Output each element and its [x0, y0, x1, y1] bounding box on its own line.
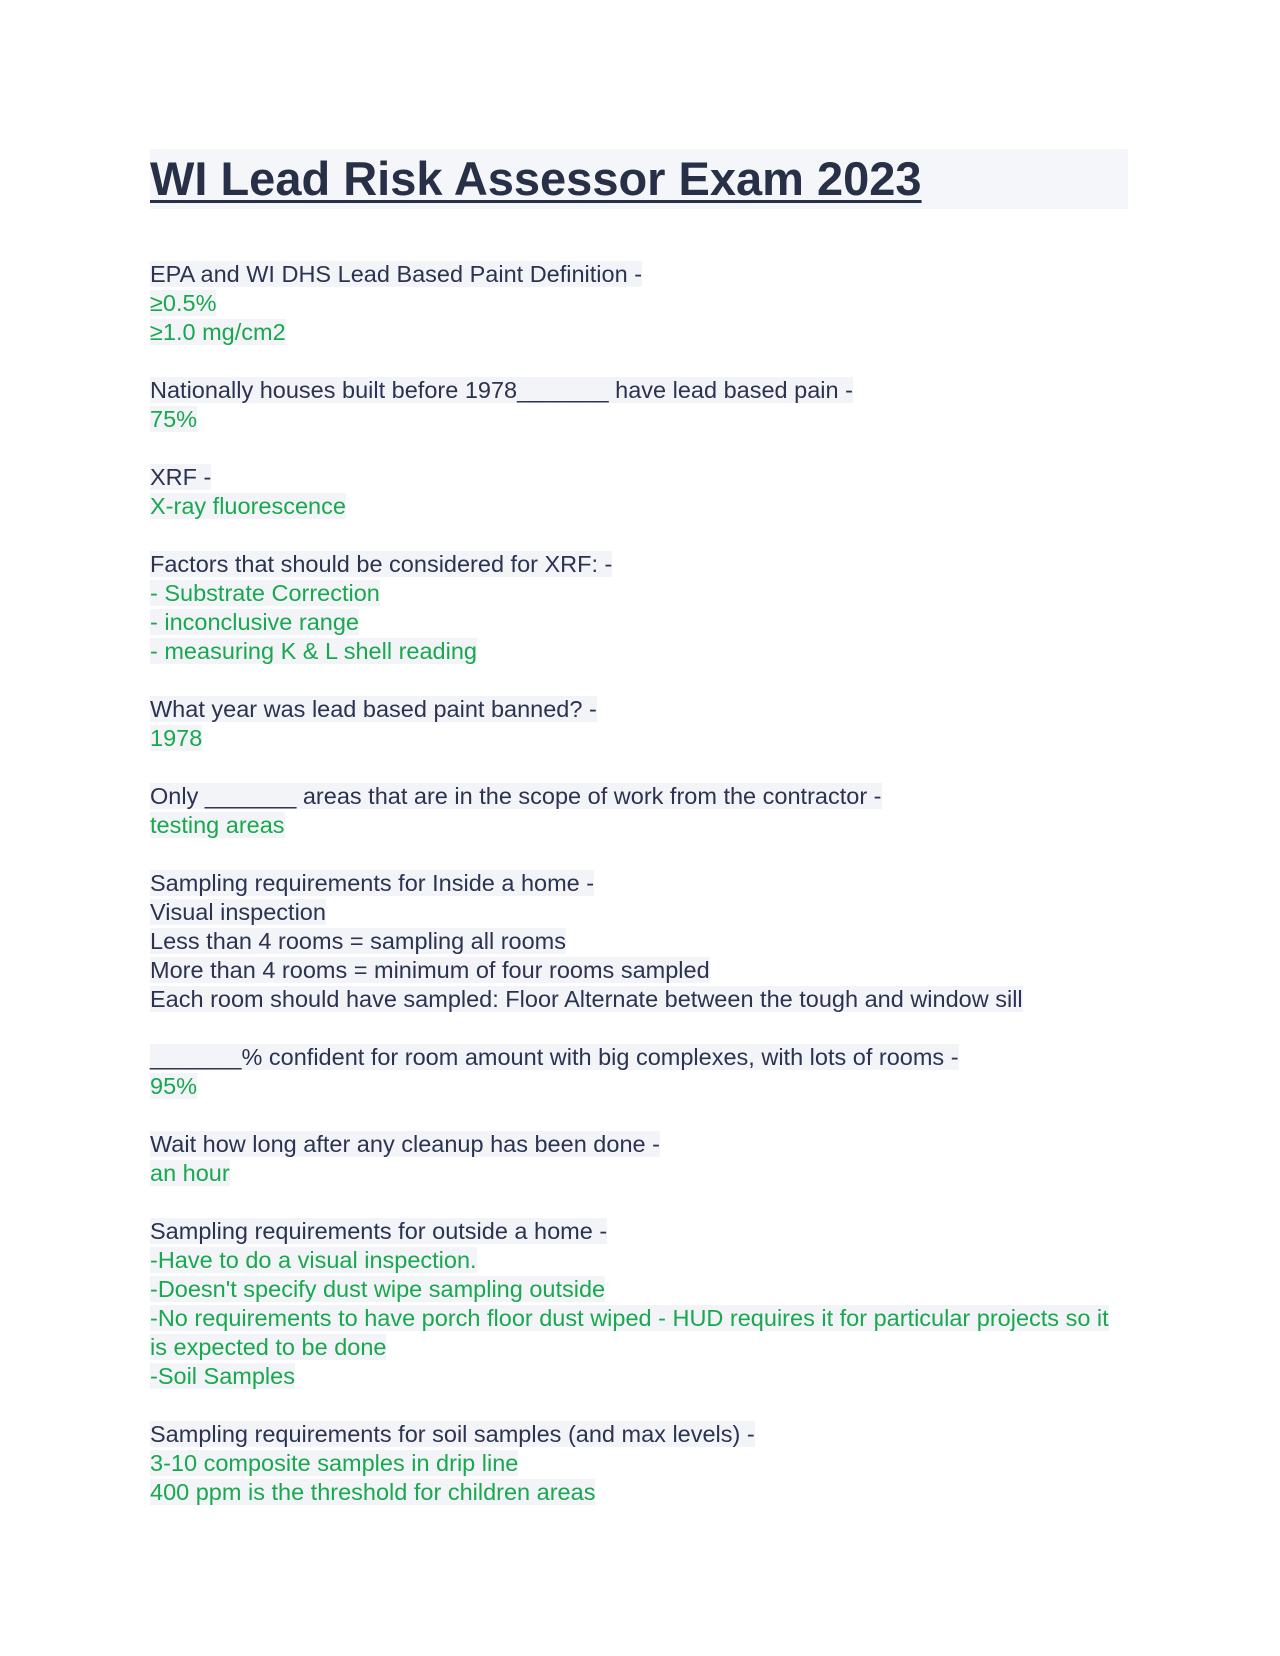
question-text: Wait how long after any cleanup has been done - [150, 1131, 660, 1157]
question-text: Sampling requirements for soil samples (and max levels) - [150, 1421, 755, 1447]
answer-line: -No requirements to have porch floor dust wiped - HUD requires it for particular projects so it is expected to be done [150, 1305, 1109, 1360]
question-text: Factors that should be considered for XRF: - [150, 551, 613, 577]
question-text: What year was lead based paint banned? - [150, 696, 597, 722]
answer-line: 95% [150, 1073, 198, 1099]
qa-item [150, 376, 1130, 434]
answer-line: Less than 4 rooms = sampling all rooms [150, 928, 567, 954]
answer-line: testing areas [150, 812, 285, 838]
document-page [150, 149, 1130, 1505]
qa-item [150, 1420, 1130, 1507]
answer-line: -Doesn't specify dust wipe sampling outside [150, 1276, 606, 1302]
answer-line: 400 ppm is the threshold for children areas [150, 1479, 596, 1505]
question-text: _______% confident for room amount with big complexes, with lots of rooms - [150, 1044, 959, 1070]
document-title: WI Lead Risk Assessor Exam 2023 [150, 152, 922, 205]
answer-line: ≥1.0 mg/cm2 [150, 319, 286, 345]
qa-item [150, 260, 1130, 347]
question-text: XRF - [150, 464, 212, 490]
qa-item [150, 1130, 1130, 1188]
answer-line: X-ray fluorescence [150, 493, 346, 519]
answer-line: More than 4 rooms = minimum of four rooms sampled [150, 957, 710, 983]
question-text: EPA and WI DHS Lead Based Paint Definition - [150, 261, 643, 287]
qa-item [150, 1043, 1130, 1101]
answer-line: - inconclusive range [150, 609, 359, 635]
question-text: Only _______ areas that are in the scope of work from the contractor - [150, 783, 882, 809]
answer-line: 75% [150, 406, 198, 432]
qa-item [150, 782, 1130, 840]
qa-item [150, 695, 1130, 753]
answer-line: 1978 [150, 725, 203, 751]
answer-line: Each room should have sampled: Floor Alternate between the tough and window sill [150, 986, 1023, 1012]
answer-line: Visual inspection [150, 899, 326, 925]
qa-item [150, 463, 1130, 521]
question-text: Nationally houses built before 1978_______ have lead based pain - [150, 377, 853, 403]
answer-line: -Soil Samples [150, 1363, 295, 1389]
answer-line: -Have to do a visual inspection. [150, 1247, 477, 1273]
qa-item [150, 550, 1130, 666]
answer-line: an hour [150, 1160, 230, 1186]
qa-list [150, 260, 1130, 1536]
answer-line: - Substrate Correction [150, 580, 380, 606]
qa-item [150, 1217, 1130, 1391]
answer-line: ≥0.5% [150, 290, 217, 316]
answer-line: - measuring K & L shell reading [150, 638, 477, 664]
qa-item [150, 869, 1130, 1014]
answer-line: 3-10 composite samples in drip line [150, 1450, 519, 1476]
title-bar [150, 149, 1128, 209]
question-text: Sampling requirements for Inside a home - [150, 870, 595, 896]
question-text: Sampling requirements for outside a home - [150, 1218, 608, 1244]
